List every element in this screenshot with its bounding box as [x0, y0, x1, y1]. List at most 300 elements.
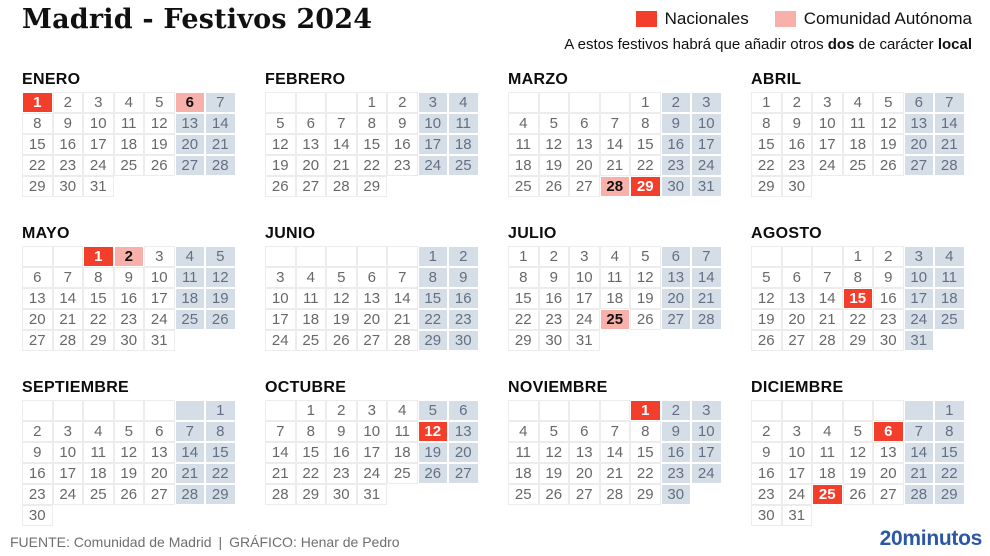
- day-cell: 20: [22, 309, 53, 330]
- day-cell: 31: [144, 330, 175, 351]
- day-cell: 9: [661, 113, 692, 134]
- empty-cell: [904, 400, 935, 421]
- day-cell: 16: [782, 134, 813, 155]
- day-cell: 10: [691, 113, 722, 134]
- empty-cell: [265, 246, 296, 267]
- day-cell: 1: [508, 246, 539, 267]
- day-cell: 1: [934, 400, 965, 421]
- legend-item-comunidad: [775, 9, 972, 29]
- day-cell: 9: [448, 267, 479, 288]
- day-cell: 16: [326, 442, 357, 463]
- day-cell: 21: [326, 155, 357, 176]
- day-cell: 18: [83, 463, 114, 484]
- day-cell: 29: [205, 484, 236, 505]
- day-cell: 18: [934, 288, 965, 309]
- day-cell: 18: [508, 463, 539, 484]
- day-cell: 20: [144, 463, 175, 484]
- day-cell: 23: [661, 463, 692, 484]
- day-cell: 26: [418, 463, 449, 484]
- day-cell: 13: [296, 134, 327, 155]
- page-title: Madrid - Festivos 2024: [22, 4, 373, 35]
- day-cell: 17: [691, 134, 722, 155]
- day-cell: 4: [448, 92, 479, 113]
- day-cell: 30: [661, 176, 692, 197]
- day-cell: 3: [144, 246, 175, 267]
- day-cell: 22: [357, 155, 388, 176]
- day-cell: 30: [114, 330, 145, 351]
- day-cell: 19: [873, 134, 904, 155]
- day-cell: 24: [691, 463, 722, 484]
- day-cell: 11: [812, 442, 843, 463]
- day-cell: 3: [418, 92, 449, 113]
- day-cell: 16: [114, 288, 145, 309]
- day-cell: 7: [600, 113, 631, 134]
- day-cell: 10: [782, 442, 813, 463]
- day-cell: 5: [630, 246, 661, 267]
- day-cell: 22: [83, 309, 114, 330]
- day-cell: 28: [812, 330, 843, 351]
- day-cell: 27: [904, 155, 935, 176]
- day-cell: 11: [114, 113, 145, 134]
- day-cell: 19: [539, 155, 570, 176]
- day-cell: 6: [569, 113, 600, 134]
- month-title: MAYO: [22, 225, 70, 242]
- day-cell: 16: [387, 134, 418, 155]
- day-cell: 16: [53, 134, 84, 155]
- note-bold-dos: dos: [827, 36, 855, 53]
- day-cell: 26: [539, 176, 570, 197]
- empty-cell: [751, 246, 782, 267]
- day-national-holiday: 25: [812, 484, 843, 505]
- day-cell: 15: [934, 442, 965, 463]
- day-cell: 14: [691, 267, 722, 288]
- empty-cell: [600, 92, 631, 113]
- day-cell: 25: [448, 155, 479, 176]
- day-cell: 24: [904, 309, 935, 330]
- day-cell: 27: [22, 330, 53, 351]
- months-grid: [22, 71, 965, 526]
- day-cell: 4: [83, 421, 114, 442]
- day-cell: 24: [144, 309, 175, 330]
- day-cell: 25: [296, 330, 327, 351]
- day-cell: 21: [600, 463, 631, 484]
- day-cell: 31: [904, 330, 935, 351]
- day-cell: 24: [265, 330, 296, 351]
- day-cell: 25: [934, 309, 965, 330]
- day-cell: 20: [175, 134, 206, 155]
- day-cell: 28: [934, 155, 965, 176]
- day-cell: 26: [539, 484, 570, 505]
- day-cell: 19: [418, 442, 449, 463]
- day-cell: 15: [22, 134, 53, 155]
- note-mid: de carácter: [854, 36, 938, 53]
- day-cell: 12: [843, 442, 874, 463]
- month-noviembre: [508, 379, 722, 505]
- day-cell: 28: [265, 484, 296, 505]
- month-grid: [265, 246, 479, 351]
- day-cell: 3: [53, 421, 84, 442]
- month-marzo: [508, 71, 722, 197]
- day-cell: 13: [782, 288, 813, 309]
- day-cell: 5: [205, 246, 236, 267]
- day-cell: 10: [569, 267, 600, 288]
- day-cell: 24: [418, 155, 449, 176]
- day-cell: 28: [600, 484, 631, 505]
- logo-20minutos: 20minutos: [879, 527, 982, 550]
- month-title: FEBRERO: [265, 71, 346, 88]
- day-cell: 27: [448, 463, 479, 484]
- month-title: OCTUBRE: [265, 379, 347, 396]
- empty-cell: [296, 246, 327, 267]
- day-cell: 28: [326, 176, 357, 197]
- month-title: ABRIL: [751, 71, 802, 88]
- day-cell: 17: [53, 463, 84, 484]
- day-cell: 12: [114, 442, 145, 463]
- day-cell: 9: [53, 113, 84, 134]
- day-cell: 3: [569, 246, 600, 267]
- empty-cell: [265, 92, 296, 113]
- empty-cell: [569, 400, 600, 421]
- day-cell: 3: [904, 246, 935, 267]
- legend: [564, 9, 972, 29]
- day-cell: 20: [569, 155, 600, 176]
- day-cell: 5: [326, 267, 357, 288]
- empty-cell: [751, 400, 782, 421]
- day-cell: 6: [357, 267, 388, 288]
- day-cell: 6: [448, 400, 479, 421]
- day-cell: 25: [114, 155, 145, 176]
- day-cell: 1: [357, 92, 388, 113]
- day-cell: 11: [83, 442, 114, 463]
- day-cell: 23: [387, 155, 418, 176]
- day-cell: 9: [114, 267, 145, 288]
- day-cell: 14: [600, 442, 631, 463]
- day-cell: 26: [751, 330, 782, 351]
- day-cell: 13: [448, 421, 479, 442]
- day-cell: 27: [357, 330, 388, 351]
- day-cell: 5: [114, 421, 145, 442]
- day-cell: 4: [600, 246, 631, 267]
- month-grid: [508, 92, 722, 197]
- day-cell: 14: [934, 113, 965, 134]
- day-cell: 30: [873, 330, 904, 351]
- day-cell: 19: [326, 309, 357, 330]
- empty-cell: [22, 400, 53, 421]
- day-cell: 9: [661, 421, 692, 442]
- day-cell: 27: [296, 176, 327, 197]
- day-cell: 27: [569, 484, 600, 505]
- day-cell: 14: [387, 288, 418, 309]
- day-cell: 6: [904, 92, 935, 113]
- day-cell: 29: [83, 330, 114, 351]
- day-cell: 21: [691, 288, 722, 309]
- day-cell: 25: [83, 484, 114, 505]
- note-pre: A estos festivos habrá que añadir otros: [564, 36, 828, 53]
- day-cell: 7: [934, 92, 965, 113]
- day-cell: 10: [812, 113, 843, 134]
- day-cell: 30: [22, 505, 53, 526]
- day-cell: 2: [782, 92, 813, 113]
- day-cell: 17: [691, 442, 722, 463]
- day-cell: 8: [508, 267, 539, 288]
- day-cell: 18: [114, 134, 145, 155]
- day-cell: 19: [114, 463, 145, 484]
- day-cell: 2: [22, 421, 53, 442]
- day-cell: 23: [751, 484, 782, 505]
- month-grid: [751, 400, 965, 526]
- day-cell: 1: [843, 246, 874, 267]
- day-cell: 12: [630, 267, 661, 288]
- day-cell: 19: [205, 288, 236, 309]
- day-cell: 8: [751, 113, 782, 134]
- day-cell: 21: [904, 463, 935, 484]
- day-cell: 17: [265, 309, 296, 330]
- day-cell: 21: [53, 309, 84, 330]
- day-cell: 14: [175, 442, 206, 463]
- day-cell: 5: [539, 421, 570, 442]
- month-junio: [265, 225, 479, 351]
- empty-cell: [296, 92, 327, 113]
- day-cell: 11: [843, 113, 874, 134]
- month-grid: [508, 246, 722, 351]
- day-cell: 21: [600, 155, 631, 176]
- day-cell: 8: [418, 267, 449, 288]
- empty-cell: [812, 400, 843, 421]
- day-cell: 6: [296, 113, 327, 134]
- day-cell: 31: [782, 505, 813, 526]
- day-cell: 11: [508, 442, 539, 463]
- day-cell: 25: [508, 484, 539, 505]
- day-cell: 18: [448, 134, 479, 155]
- day-cell: 17: [357, 442, 388, 463]
- empty-cell: [175, 400, 206, 421]
- day-cell: 24: [782, 484, 813, 505]
- day-cell: 21: [265, 463, 296, 484]
- day-cell: 12: [873, 113, 904, 134]
- day-cell: 11: [934, 267, 965, 288]
- empty-cell: [569, 92, 600, 113]
- day-cell: 14: [53, 288, 84, 309]
- day-cell: 29: [934, 484, 965, 505]
- day-cell: 27: [782, 330, 813, 351]
- day-cell: 31: [691, 176, 722, 197]
- day-national-holiday: 1: [22, 92, 53, 113]
- day-cell: 1: [205, 400, 236, 421]
- day-cell: 17: [418, 134, 449, 155]
- day-cell: 14: [600, 134, 631, 155]
- day-cell: 16: [22, 463, 53, 484]
- day-cell: 2: [387, 92, 418, 113]
- day-cell: 18: [812, 463, 843, 484]
- legend-label-comunidad: Comunidad Autónoma: [803, 9, 972, 28]
- month-grid: [265, 400, 479, 505]
- day-cell: 22: [296, 463, 327, 484]
- day-cell: 26: [873, 155, 904, 176]
- empty-cell: [387, 246, 418, 267]
- day-cell: 23: [326, 463, 357, 484]
- day-cell: 10: [53, 442, 84, 463]
- day-cell: 9: [326, 421, 357, 442]
- empty-cell: [326, 246, 357, 267]
- day-cell: 6: [661, 246, 692, 267]
- day-cell: 1: [630, 92, 661, 113]
- day-cell: 4: [508, 421, 539, 442]
- day-cell: 23: [873, 309, 904, 330]
- day-cell: 22: [630, 155, 661, 176]
- day-cell: 9: [539, 267, 570, 288]
- day-cell: 29: [508, 330, 539, 351]
- month-grid: [265, 92, 479, 197]
- day-cell: 12: [751, 288, 782, 309]
- day-cell: 29: [843, 330, 874, 351]
- month-agosto: [751, 225, 965, 351]
- source-text: FUENTE: Comunidad de Madrid: [10, 534, 212, 550]
- day-cell: 9: [751, 442, 782, 463]
- month-julio: [508, 225, 722, 351]
- day-cell: 19: [144, 134, 175, 155]
- day-cell: 8: [83, 267, 114, 288]
- day-cell: 20: [782, 309, 813, 330]
- day-cell: 15: [630, 442, 661, 463]
- day-cell: 23: [114, 309, 145, 330]
- day-cell: 28: [175, 484, 206, 505]
- empty-cell: [782, 400, 813, 421]
- day-cell: 5: [265, 113, 296, 134]
- day-cell: 3: [83, 92, 114, 113]
- day-cell: 7: [53, 267, 84, 288]
- day-cell: 23: [661, 155, 692, 176]
- day-cell: 22: [418, 309, 449, 330]
- day-cell: 8: [630, 113, 661, 134]
- day-cell: 24: [691, 155, 722, 176]
- day-cell: 6: [22, 267, 53, 288]
- day-cell: 25: [508, 176, 539, 197]
- empty-cell: [539, 400, 570, 421]
- empty-cell: [508, 400, 539, 421]
- day-cell: 15: [418, 288, 449, 309]
- day-cell: 26: [205, 309, 236, 330]
- month-febrero: [265, 71, 479, 197]
- day-cell: 15: [83, 288, 114, 309]
- legend-label-nacionales: Nacionales: [664, 9, 749, 28]
- day-cell: 4: [508, 113, 539, 134]
- day-cell: 15: [630, 134, 661, 155]
- day-cell: 4: [114, 92, 145, 113]
- day-cell: 26: [843, 484, 874, 505]
- day-cell: 17: [782, 463, 813, 484]
- month-title: SEPTIEMBRE: [22, 379, 130, 396]
- credit-text: GRÁFICO: Henar de Pedro: [229, 534, 400, 550]
- day-cell: 22: [22, 155, 53, 176]
- day-cell: 20: [357, 309, 388, 330]
- month-grid: [22, 246, 236, 351]
- empty-cell: [53, 400, 84, 421]
- empty-cell: [600, 400, 631, 421]
- day-cell: 22: [843, 309, 874, 330]
- day-cell: 24: [812, 155, 843, 176]
- day-cell: 28: [691, 309, 722, 330]
- day-cell: 17: [812, 134, 843, 155]
- day-cell: 10: [357, 421, 388, 442]
- empty-cell: [144, 400, 175, 421]
- day-cell: 13: [357, 288, 388, 309]
- day-cell: 4: [175, 246, 206, 267]
- day-cell: 9: [387, 113, 418, 134]
- day-cell: 7: [265, 421, 296, 442]
- day-cell: 14: [812, 288, 843, 309]
- comunidad-swatch-icon: [775, 11, 796, 27]
- day-cell: 28: [53, 330, 84, 351]
- day-cell: 19: [539, 463, 570, 484]
- day-cell: 7: [326, 113, 357, 134]
- day-national-holiday: 29: [630, 176, 661, 197]
- day-cell: 25: [175, 309, 206, 330]
- nacionales-swatch-icon: [636, 11, 657, 27]
- day-cell: 13: [175, 113, 206, 134]
- day-cell: 17: [144, 288, 175, 309]
- day-cell: 11: [387, 421, 418, 442]
- day-cell: 22: [508, 309, 539, 330]
- month-diciembre: [751, 379, 965, 526]
- month-title: AGOSTO: [751, 225, 822, 242]
- day-cell: 31: [569, 330, 600, 351]
- day-cell: 29: [22, 176, 53, 197]
- day-regional-holiday: 28: [600, 176, 631, 197]
- day-cell: 31: [83, 176, 114, 197]
- day-cell: 13: [569, 134, 600, 155]
- day-cell: 2: [53, 92, 84, 113]
- day-cell: 27: [175, 155, 206, 176]
- empty-cell: [114, 400, 145, 421]
- day-cell: 4: [812, 421, 843, 442]
- day-cell: 5: [144, 92, 175, 113]
- day-cell: 5: [539, 113, 570, 134]
- day-cell: 27: [569, 176, 600, 197]
- day-cell: 20: [661, 288, 692, 309]
- day-cell: 18: [387, 442, 418, 463]
- day-cell: 22: [205, 463, 236, 484]
- day-cell: 18: [175, 288, 206, 309]
- day-cell: 1: [296, 400, 327, 421]
- day-cell: 2: [326, 400, 357, 421]
- day-cell: 13: [904, 113, 935, 134]
- day-cell: 26: [265, 176, 296, 197]
- day-cell: 29: [418, 330, 449, 351]
- day-cell: 12: [144, 113, 175, 134]
- day-cell: 30: [53, 176, 84, 197]
- footer-separator: |: [218, 534, 223, 550]
- month-octubre: [265, 379, 479, 505]
- day-cell: 1: [751, 92, 782, 113]
- day-cell: 28: [904, 484, 935, 505]
- month-grid: [751, 92, 965, 197]
- day-cell: 5: [873, 92, 904, 113]
- day-cell: 14: [904, 442, 935, 463]
- day-cell: 28: [205, 155, 236, 176]
- day-cell: 15: [296, 442, 327, 463]
- source-credit: [10, 534, 400, 550]
- day-cell: 6: [144, 421, 175, 442]
- day-cell: 25: [843, 155, 874, 176]
- day-cell: 28: [387, 330, 418, 351]
- day-cell: 8: [843, 267, 874, 288]
- day-cell: 21: [812, 309, 843, 330]
- day-cell: 13: [873, 442, 904, 463]
- day-cell: 9: [873, 267, 904, 288]
- day-cell: 9: [782, 113, 813, 134]
- day-cell: 20: [873, 463, 904, 484]
- day-cell: 13: [661, 267, 692, 288]
